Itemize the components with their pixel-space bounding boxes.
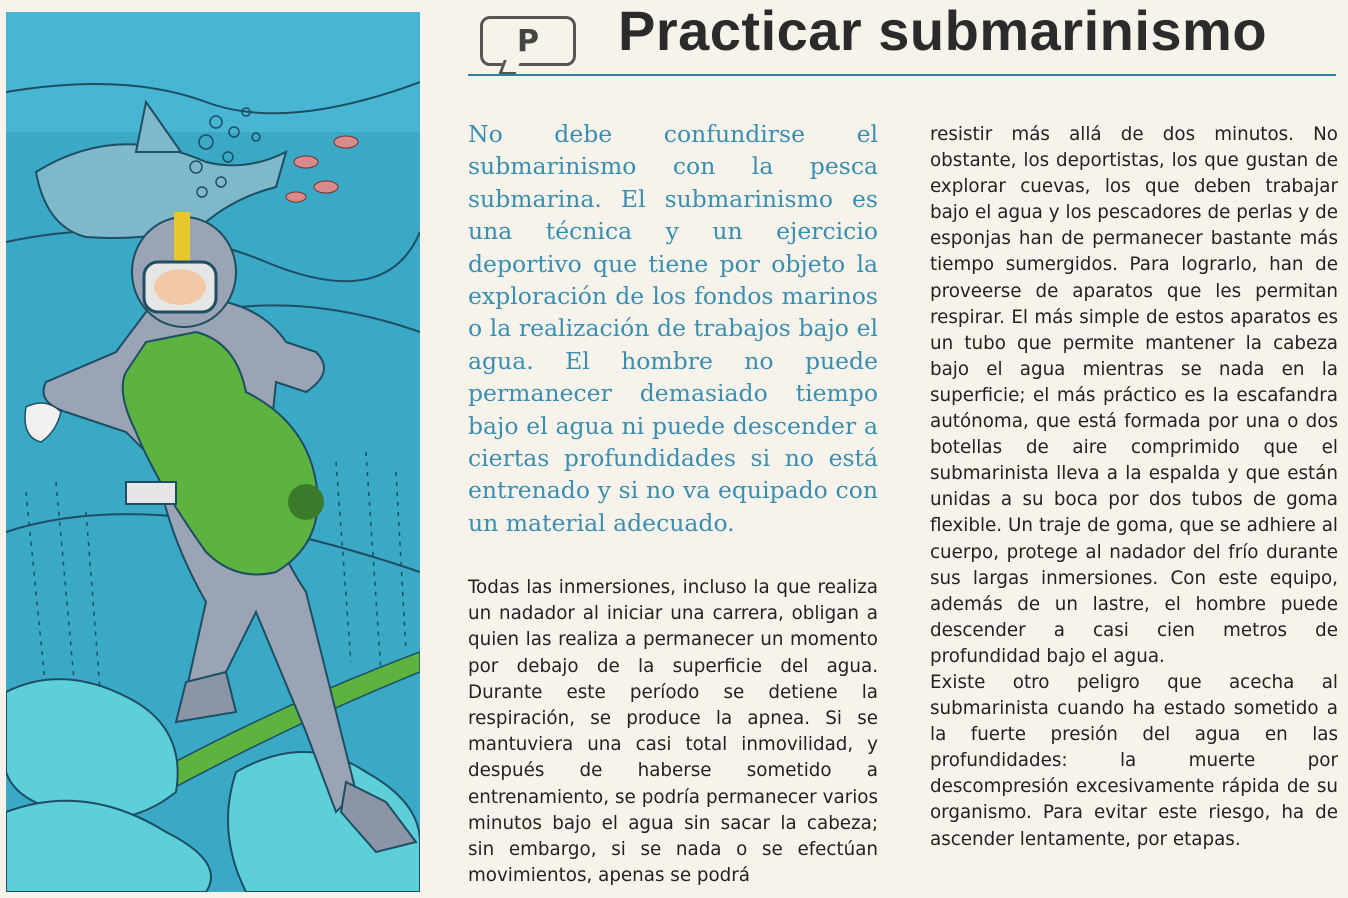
- title-divider: [468, 74, 1336, 76]
- scuba-diver-illustration-icon: [6, 12, 420, 892]
- badge-letter: P: [517, 23, 539, 59]
- section-letter-badge: [480, 16, 576, 66]
- body-paragraph: Existe otro peligro que acecha al submarinista cuando ha estado sometido a la fuerte presión del agua en las profundidades: la muerte por descompresión excesivamente rápida de su organismo. Para evitar este riesgo, ha de ascender lentamente, por etapas.: [930, 671, 1338, 850]
- page-title: Practicar submarinismo: [618, 0, 1268, 62]
- body-paragraph: resistir más allá de dos minutos. No obstante, los deportistas, los que gustan de explorar cuevas, los que deben trabajar bajo el agua y los pescadores de perlas y de esponjas han de permanecer bastante más tiempo sumergidos. Para lograrlo, han de proveerse de aparatos que les permitan respirar. El más simple de estos aparatos es un tubo que permite mantener la cabeza bajo el agua mientras se nada en la superficie; el más práctico es la escafandra autónoma, que está formada por una o dos botellas de aire comprimido que el submarinista lleva a la espalda y que están unidas a su boca por dos tubos de goma flexible. Un traje de goma, que se adhiere al cuerpo, protege al nadador del frío durante sus largas inmersiones. Con este equipo, además de un lastre, el hombre puede descender a casi cien metros de profundidad bajo el agua.: [930, 124, 1338, 667]
- body-column-left: Todas las inmersiones, incluso la que realiza un nadador al iniciar una carrera, obligan a quien las realiza a permanecer un momento por debajo de la superficie del agua. Durante este período se detiene la respiración, se produce la apnea. Si se mantuviera una casi total inmovilidad, y después de haberse sometido a entrenamiento, se podría permanecer varios minutos bajo el agua sin sacar la cabeza; sin embargo, si se nada o se efectúan movimientos, apenas se podrá: [468, 577, 878, 887]
- body-column-right: [930, 122, 1338, 853]
- diver-illustration: [6, 12, 420, 892]
- intro-paragraph: No debe confundirse el submarinismo con la pesca submarina. El submarinismo es una técnica y un ejercicio deportivo que tiene por objeto la exploración de los fondos marinos o la realización de trabajos bajo el agua. El hombre no puede permanecer demasiado tiempo bajo el agua ni puede descender a ciertas profundidades si no está entrenado y si no va equipado con un material adecuado.: [468, 120, 878, 537]
